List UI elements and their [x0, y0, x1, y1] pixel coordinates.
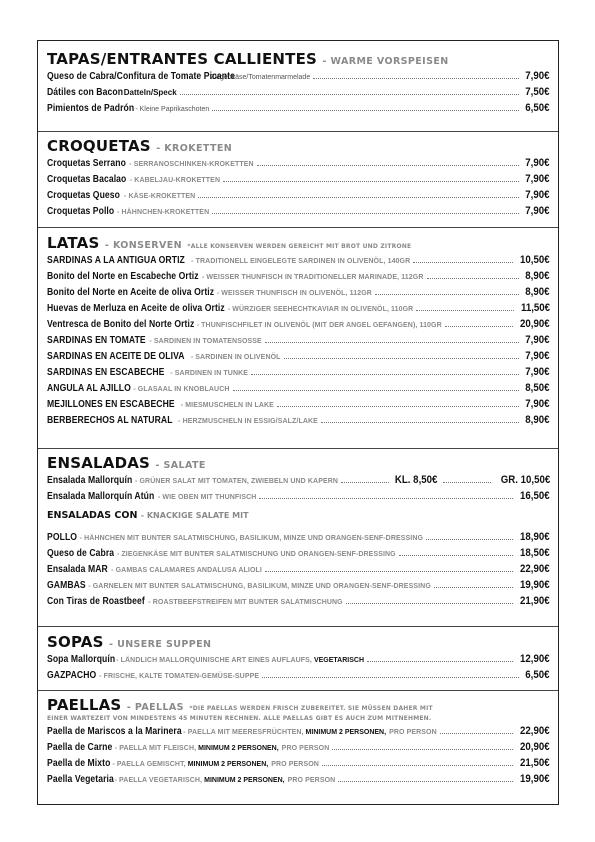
item-desc: - GAMBAS CALAMARES ANDALUSA ALIOLI: [111, 567, 262, 574]
item-price: 6,50€: [525, 102, 550, 114]
section-title-latas: [47, 234, 550, 252]
item-name: Queso de Cabra: [47, 547, 115, 559]
paellas-note-continued: EINER WARTEZEIT VON MINDESTENS 45 MINUTEN RECHNEN. ALLE PAELLAS GIBT ES AUCH ZUM MITNEHMEN.: [47, 715, 432, 722]
section-tapas: [47, 50, 550, 116]
menu-item: [47, 155, 550, 171]
item-name: Queso de Cabra/Confitura de Tomate Picante: [47, 70, 235, 82]
section-divider: [38, 131, 558, 132]
item-price: 20,90€: [520, 318, 550, 330]
menu-item: [47, 755, 550, 771]
section-title-ensaladas: [47, 454, 550, 472]
item-price-large: GR. 10,50€: [500, 474, 550, 486]
leader-dots: [223, 181, 519, 182]
item-name: SARDINAS EN ACEITE DE OLIVA: [47, 350, 185, 362]
item-price: 8,50€: [525, 382, 550, 394]
item-price: 7,90€: [525, 157, 550, 169]
leader-dots: [399, 555, 514, 556]
item-price: 22,90€: [520, 563, 550, 575]
leader-dots: [251, 374, 519, 375]
latas-title: LATAS: [47, 234, 100, 252]
item-price: 8,90€: [525, 270, 550, 282]
item-name: GAMBAS: [47, 579, 86, 591]
menu-item: [47, 380, 550, 396]
item-name: SARDINAS EN TOMATE: [47, 334, 146, 346]
item-name: Croquetas Serrano: [47, 157, 126, 169]
section-divider: [38, 690, 558, 691]
item-desc: - SERRANOSCHINKEN-KROKETTEN: [129, 161, 254, 168]
croquetas-subtitle: - KROKETTEN: [156, 143, 233, 154]
tapas-subtitle: - WARME VORSPEISEN: [322, 56, 449, 67]
item-desc: - GARNELEN MIT BUNTER SALATMISCHUNG, BASILIKUM, MINZE UND ORANGEN-SENF-DRESSING: [88, 583, 431, 590]
item-price: 7,90€: [525, 366, 550, 378]
item-price: 19,90€: [520, 579, 550, 591]
item-desc: - HERZMUSCHELN IN ESSIG/SALZ/LAKE: [178, 418, 318, 425]
menu-item: [47, 667, 550, 683]
item-desc: - HÄHNCHEN MIT BUNTER SALATMISCHUNG, BASILIKUM, MINZE UND ORANGEN-SENF-DRESSING: [79, 535, 424, 542]
menu-item: [47, 488, 550, 504]
item-price: 7,50€: [525, 86, 550, 98]
item-per-person: PRO PERSON: [287, 777, 336, 784]
item-minimum: MINIMUM 2 PERSONEN,: [305, 729, 387, 736]
menu-item: [47, 203, 550, 219]
item-desc: - PAELLA GEMISCHT,: [112, 761, 186, 768]
leader-dots: [284, 358, 520, 359]
leader-dots: [416, 310, 514, 311]
item-desc: - PAELLA MIT MEERESFRÜCHTEN,: [183, 729, 304, 736]
item-desc: - SARDINEN IN TUNKE: [170, 370, 249, 377]
item-price: 21,50€: [520, 757, 550, 769]
subsection-title-ensaladas-con: [47, 508, 550, 524]
leader-dots: [443, 482, 491, 483]
menu-item: [47, 332, 550, 348]
item-price: 7,90€: [525, 173, 550, 185]
item-per-person: PRO PERSON: [389, 729, 437, 736]
leader-dots: [212, 213, 519, 214]
item-name: MEJILLONES EN ESCABECHE: [47, 398, 175, 410]
menu-item: [47, 593, 550, 609]
item-price: 20,90€: [520, 741, 550, 753]
item-name: Ventresca de Bonito del Norte Ortiz: [47, 318, 195, 330]
item-name: Croquetas Bacalao: [47, 173, 127, 185]
item-minimum: MINIMUM 2 PERSONEN,: [204, 777, 285, 784]
item-name: Bonito del Norte en Aceite de oliva Ortiz: [47, 286, 215, 298]
leader-dots: [332, 749, 513, 750]
section-title-sopas: [47, 633, 550, 651]
section-title-paellas: [47, 696, 550, 714]
leader-dots: [445, 326, 514, 327]
menu-item: [47, 316, 550, 332]
item-desc: - WEISSER THUNFISCH IN OLIVENÖL, 112GR: [216, 290, 372, 297]
leader-dots: [313, 78, 519, 79]
leader-dots: [277, 406, 520, 407]
item-desc: - PAELLA MIT FLEISCH,: [114, 745, 197, 752]
item-price: 18,90€: [520, 531, 550, 543]
item-desc: - GLASAAL IN KNOBLAUCH: [133, 386, 230, 393]
item-desc: - SARDINEN IN OLIVENÖL: [190, 354, 281, 361]
item-desc: - ROASTBEEFSTREIFEN MIT BUNTER SALATMISCHUNG: [148, 599, 343, 606]
item-price: 12,90€: [520, 653, 550, 665]
item-desc: - Kleine Paprikaschoten: [135, 106, 210, 113]
menu-item: [47, 84, 550, 100]
leader-dots: [321, 422, 520, 423]
leader-dots: [341, 482, 389, 483]
item-name: Ensalada Mallorquín: [47, 474, 133, 486]
item-per-person: PRO PERSON: [271, 761, 319, 768]
menu-item: [47, 348, 550, 364]
menu-item: [47, 529, 550, 545]
ensaladas-con-subtitle: - KNACKIGE SALATE MIT: [140, 511, 249, 520]
item-name: Sopa Mallorquín: [47, 653, 116, 665]
item-desc: - ZIEGENKÄSE MIT BUNTER SALATMISCHUNG UND ORANGEN-SENF-DRESSING: [116, 551, 396, 558]
item-price: 16,50€: [520, 490, 550, 502]
item-name: GAZPACHO: [47, 669, 97, 681]
menu-item: [47, 268, 550, 284]
menu-item: [47, 771, 550, 787]
menu-item: [47, 252, 550, 268]
paellas-subtitle: - PAELLAS: [126, 702, 184, 713]
item-name: ANGULA AL AJILLO: [47, 382, 131, 394]
leader-dots: [322, 765, 513, 766]
item-price: 8,90€: [525, 414, 550, 426]
section-ensaladas: [47, 454, 550, 609]
menu-item: [47, 739, 550, 755]
leader-dots: [413, 262, 513, 263]
item-name: Paella Vegetaria: [47, 773, 114, 785]
leader-dots: [212, 110, 519, 111]
item-tag-vegetarian: VEGETARISCH: [313, 657, 365, 664]
item-price: 10,50€: [520, 254, 550, 266]
leader-dots: [375, 294, 520, 295]
item-desc: - WÜRZIGER SEEHECHTKAVIAR IN OLIVENÖL, 110GR: [227, 306, 414, 313]
leader-dots: [262, 677, 519, 678]
menu-item: [47, 577, 550, 593]
croquetas-title: CROQUETAS: [47, 137, 151, 155]
menu-item: [47, 545, 550, 561]
item-name: Paella de Mixto: [47, 757, 111, 769]
leader-dots: [338, 781, 513, 782]
section-divider: [38, 448, 558, 449]
tapas-title: TAPAS/ENTRANTES CALLIENTES: [47, 50, 318, 68]
item-name: Croquetas Pollo: [47, 205, 115, 217]
item-name: POLLO: [47, 531, 78, 543]
item-price: 7,90€: [525, 350, 550, 362]
item-name: BERBERECHOS AL NATURAL: [47, 414, 173, 426]
ensaladas-con-title: ENSALADAS CON: [47, 510, 138, 521]
item-price: 6,50€: [525, 669, 550, 681]
leader-dots: [233, 390, 520, 391]
item-price: 18,50€: [520, 547, 550, 559]
leader-dots: [427, 278, 520, 279]
leader-dots: [346, 603, 514, 604]
section-divider: [38, 227, 558, 228]
menu-item: [47, 187, 550, 203]
item-minimum: MINIMUM 2 PERSONEN,: [198, 745, 279, 752]
ensaladas-subtitle: - SALATE: [155, 460, 206, 471]
item-name: SARDINAS A LA ANTIGUA ORTIZ: [47, 254, 185, 266]
section-title-tapas: [47, 50, 550, 68]
item-price: 22,90€: [520, 725, 550, 737]
item-price: 19,90€: [520, 773, 550, 785]
item-desc: - THUNFISCHFILET IN OLIVENÖL (MIT DER ANGEL GEFANGEN), 110GR: [196, 322, 442, 329]
menu-item: [47, 472, 550, 488]
item-price: 7,90€: [525, 205, 550, 217]
latas-subtitle: - KONSERVEN: [104, 240, 182, 251]
leader-dots: [259, 498, 513, 499]
menu-item: [47, 284, 550, 300]
item-desc: - TRADITIONELL EINGELEGTE SARDINEN IN OLIVENÖL, 140GR: [191, 258, 411, 265]
item-desc: - KABELJAU-KROKETTEN: [129, 177, 221, 184]
menu-item: [47, 68, 550, 84]
item-name: Bonito del Norte en Escabeche Ortiz: [47, 270, 199, 282]
item-name: Paella de Mariscos a la Marinera: [47, 725, 182, 737]
leader-dots: [265, 571, 513, 572]
item-per-person: PRO PERSON: [281, 745, 330, 752]
item-name: Ensalada MAR: [47, 563, 108, 575]
ensaladas-title: ENSALADAS: [47, 454, 151, 472]
item-price: 21,90€: [520, 595, 550, 607]
item-desc: - WEISSER THUNFISCH IN TRADITIONELLER MARINADE, 112GR: [201, 274, 424, 281]
menu-frame: [37, 40, 559, 805]
sopas-title: SOPAS: [47, 633, 104, 651]
paellas-note: *DIE PAELLAS WERDEN FRISCH ZUBEREITET. SIE MÜSSEN DAHER MIT: [189, 705, 433, 712]
leader-dots: [426, 539, 513, 540]
leader-dots: [367, 661, 513, 662]
item-name: Dátiles con Bacon: [47, 86, 124, 98]
item-price-small: KL. 8,50€: [394, 474, 438, 486]
section-croquetas: [47, 137, 550, 219]
paellas-title: PAELLAS: [47, 696, 122, 714]
item-name: Ensalada Mallorquín Atún: [47, 490, 155, 502]
menu-item: [47, 723, 550, 739]
item-desc: - LÄNDLICH MALLORQUINISCHE ART EINES AUFLAUFS,: [116, 657, 312, 664]
item-desc: - PAELLA VEGETARISCH,: [114, 777, 203, 784]
leader-dots: [440, 733, 514, 734]
leader-dots: [265, 342, 520, 343]
section-title-croquetas: [47, 137, 550, 155]
leader-dots: [180, 94, 520, 95]
item-price: 11,50€: [520, 302, 550, 314]
section-sopas: [47, 633, 550, 683]
menu-item: [47, 300, 550, 316]
section-latas: [47, 234, 550, 428]
item-name: Croquetas Queso: [47, 189, 121, 201]
item-desc: - SARDINEN IN TOMATENSOSSE: [149, 338, 262, 345]
item-desc: - KÄSE-KROKETTEN: [124, 193, 196, 200]
item-desc: - WIE OBEN MIT THUNFISCH: [157, 494, 257, 501]
item-name: SARDINAS EN ESCABECHE: [47, 366, 165, 378]
item-name: Paella de Carne: [47, 741, 113, 753]
item-price: 7,90€: [525, 398, 550, 410]
leader-dots: [434, 587, 513, 588]
item-name: Huevas de Merluza en Aceite de oliva Ortiz: [47, 302, 225, 314]
item-desc: - MIESMUSCHELN IN LAKE: [180, 402, 274, 409]
item-price: 7,90€: [525, 189, 550, 201]
item-name: Con Tiras de Roastbeef: [47, 595, 145, 607]
item-desc: - GRÜNER SALAT MIT TOMATEN, ZWIEBELN UND KAPERN: [135, 478, 339, 485]
item-name: Pimientos de Padrón: [47, 102, 135, 114]
sopas-subtitle: - UNSERE SUPPEN: [109, 639, 212, 650]
menu-item: [47, 364, 550, 380]
item-desc: - FRISCHE, KALTE TOMATEN-GEMÜSE-SUPPE: [99, 673, 260, 680]
item-desc: Datteln/Speck: [123, 88, 177, 97]
item-minimum: MINIMUM 2 PERSONEN,: [187, 761, 269, 768]
menu-item: [47, 651, 550, 667]
leader-dots: [257, 165, 520, 166]
section-paellas: [47, 696, 550, 787]
latas-note: *ALLE KONSERVEN WERDEN GEREICHT MIT BROT UND ZITRONE: [187, 243, 412, 250]
menu-item: [47, 412, 550, 428]
item-price: 7,90€: [525, 70, 550, 82]
item-price: 7,90€: [525, 334, 550, 346]
leader-dots: [198, 197, 519, 198]
item-price: 8,90€: [525, 286, 550, 298]
item-desc: - HÄHNCHEN-KROKETTEN: [117, 209, 210, 216]
section-divider: [38, 626, 558, 627]
menu-item: [47, 171, 550, 187]
menu-item: [47, 561, 550, 577]
menu-item: [47, 100, 550, 116]
menu-item: [47, 396, 550, 412]
item-desc: Ziegenkäse/Tomatenmarmelade: [210, 74, 311, 81]
